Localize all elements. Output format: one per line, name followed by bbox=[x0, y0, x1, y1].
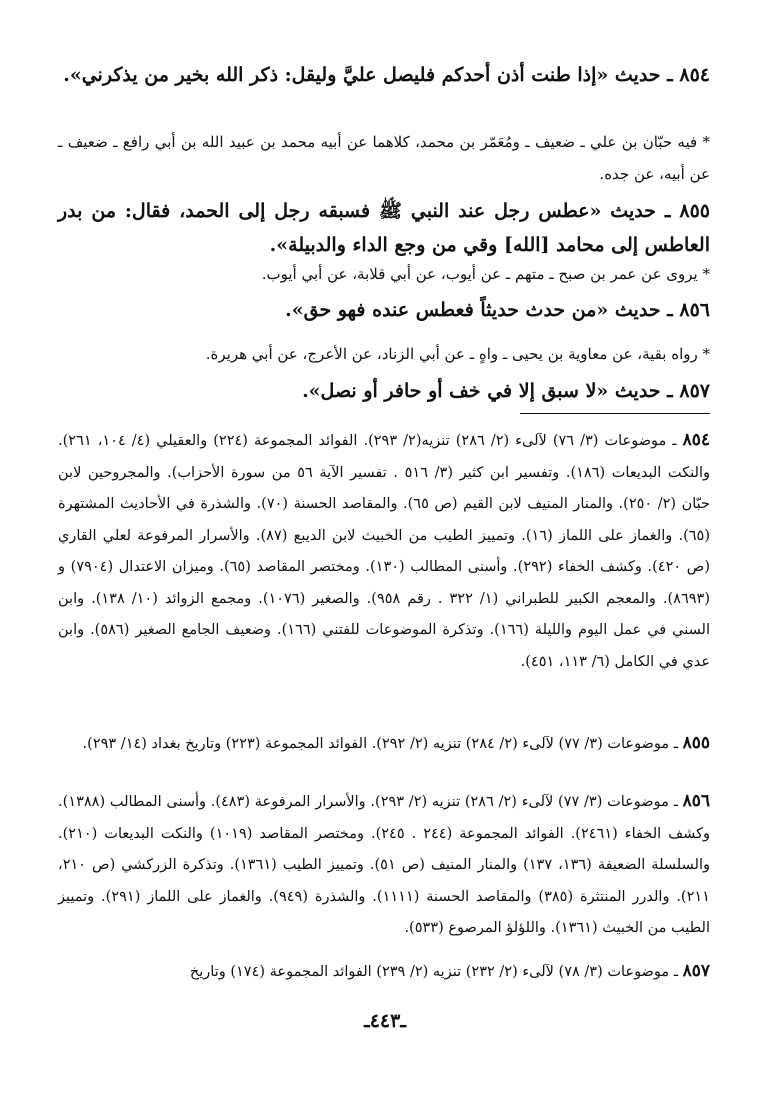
footnote-number: ٨٥٦ bbox=[682, 791, 711, 811]
hadith-number: ٨٥٧ bbox=[679, 380, 710, 402]
footnote-number: ٨٥٧ bbox=[682, 961, 710, 981]
hadith-855 bbox=[58, 194, 710, 262]
hadith-856 bbox=[58, 293, 710, 327]
footnote-separator bbox=[520, 413, 710, 414]
hadith-text: ـ حديث «من حدث حديثاً فعطس عنده فهو حق». bbox=[285, 299, 673, 321]
hadith-854 bbox=[58, 58, 710, 92]
footnote-number: ٨٥٥ bbox=[682, 733, 710, 753]
hadith-857 bbox=[58, 374, 710, 408]
hadith-text: ـ حديث «إذا طنت أذن أحدكم فليصل عليَّ وليقل: ذكر الله بخير من يذكرني». bbox=[63, 64, 673, 86]
hadith-number: ٨٥٥ bbox=[679, 200, 710, 222]
footnote-857 bbox=[58, 956, 710, 989]
hadith-856-note bbox=[58, 338, 710, 370]
hadith-text: ـ حديث «لا سبق إلا في خف أو حافر أو نصل». bbox=[302, 380, 673, 402]
footnote-855 bbox=[58, 728, 710, 761]
hadith-number: ٨٥٤ bbox=[679, 64, 710, 86]
footnote-text: ـ موضوعات (٣/ ٧٧) لآلىء (٢/ ٢٨٦) تنزيه (٢/ ٢٩٣). والأسرار المرفوعة (٤٨٣). وأسنى المطالب (١٣٨٨). وكشف الخفاء (٢٤٦١). الفوائد المجموعة (٢٤٤ . ٢٤٥). ومختصر المقاصد (١٠١٩) والنكت البديعات (٢١٠). والسلسلة الضعيفة (١٣٦، ١٣٧) والمنار المنيف (ص ٥١). وتمييز الطيب (١٣٦١). وتذكرة الزركشي (ص ٢١٠، ٢١١). والدرر المنتثرة (٣٨٥) والمقاصد الحسنة (١١١١). والشذرة (٩٤٩). والغماز على اللماز (٢٩١). وتمييز الطيب من الخبيث (١٣٦١). واللؤلؤ المرصوع (٥٣٣). bbox=[58, 794, 711, 936]
page-number: ـ٤٤٣ـ bbox=[364, 1010, 406, 1032]
footnote-856 bbox=[58, 786, 710, 945]
hadith-number: ٨٥٦ bbox=[679, 299, 710, 321]
hadith-854-note bbox=[58, 126, 710, 190]
footnote-854 bbox=[58, 425, 710, 678]
narrator-note: * يروى عن عمر بن صبح ـ متهم ـ عن أيوب، عن أبي قلابة، عن أبي أيوب. bbox=[261, 265, 710, 283]
footnote-number: ٨٥٤ bbox=[682, 430, 711, 450]
hadith-855-note bbox=[58, 258, 710, 290]
narrator-note: * فيه حبّان بن علي ـ ضعيف ـ ومُعَمّر بن محمد، كلاهما عن أبيه محمد بن عبيد الله بن أبي رافع ـ ضعيف ـ عن أبيه، عن جده. bbox=[58, 133, 710, 183]
narrator-note: * رواه بقية، عن معاوية بن يحيى ـ واهٍ ـ عن أبي الزناد، عن الأعرج، عن أبي هريرة. bbox=[205, 345, 710, 363]
hadith-text: ـ حديث «عطس رجل عند النبي ﷺ فسبقه رجل إلى الحمد، فقال: من بدر العاطس إلى محامد [الله] وقي من وجع الداء والدبيلة». bbox=[58, 200, 710, 256]
footnote-text: ـ موضوعات (٣/ ٧٨) لآلىء (٢/ ٢٣٢) تنزيه (٢/ ٢٣٩) الفوائد المجموعة (١٧٤) وتاريخ bbox=[189, 964, 678, 980]
footnote-text: ـ موضوعات (٣/ ٧٧) لآلىء (٢/ ٢٨٤) تنزيه (٢/ ٢٩٢). الفوائد المجموعة (٢٢٣) وتاريخ بغداد (١٤/ ٢٩٣). bbox=[82, 736, 678, 752]
footnote-text: ـ موضوعات (٣/ ٧٦) لآلىء (٢/ ٢٨٦) تنزيه(٢/ ٢٩٣). الفوائد المجموعة (٢٢٤) والعقيلي (٤/ ١٠٤، ٢٦١). والنكت البديعات (١٨٦). وتفسير ابن كثير (٣/ ٥١٦ . تفسير الآية ٥٦ من سورة الأحزاب). والمجروحين لابن حبّان (٢/ ٢٥٠). والمنار المنيف لابن القيم (ص ٦٥). والمقاصد الحسنة (٧٠). والشذرة في الأحاديث المشتهرة (٦٥). والغماز على اللماز (١٦). وتمييز الطيب من الخبيث لابن الديبع (٨٧). والأسرار المرفوعة لعلي القاري (ص ٤٢٠). وكشف الخفاء (٢٩٢). وأسنى المطالب (١٣٠). ومختصر المقاصد (٦٥). وميزان الاعتدال (٧٩٠٤) و (٨٦٩٣). والمعجم الكبير للطبراني (١/ ٣٢٢ . رقم ٩٥٨). والصغير (١٠٧٦). ومجمع الزوائد (١٠/ ١٣٨). وابن السني في عمل اليوم والليلة (١٦٦). وتذكرة الموضوعات للفتني (١٦٦). وضعيف الجامع الصغير (٥٨٦). وابن عدي في الكامل (٦/ ١١٣، ٤٥١). bbox=[58, 433, 711, 670]
